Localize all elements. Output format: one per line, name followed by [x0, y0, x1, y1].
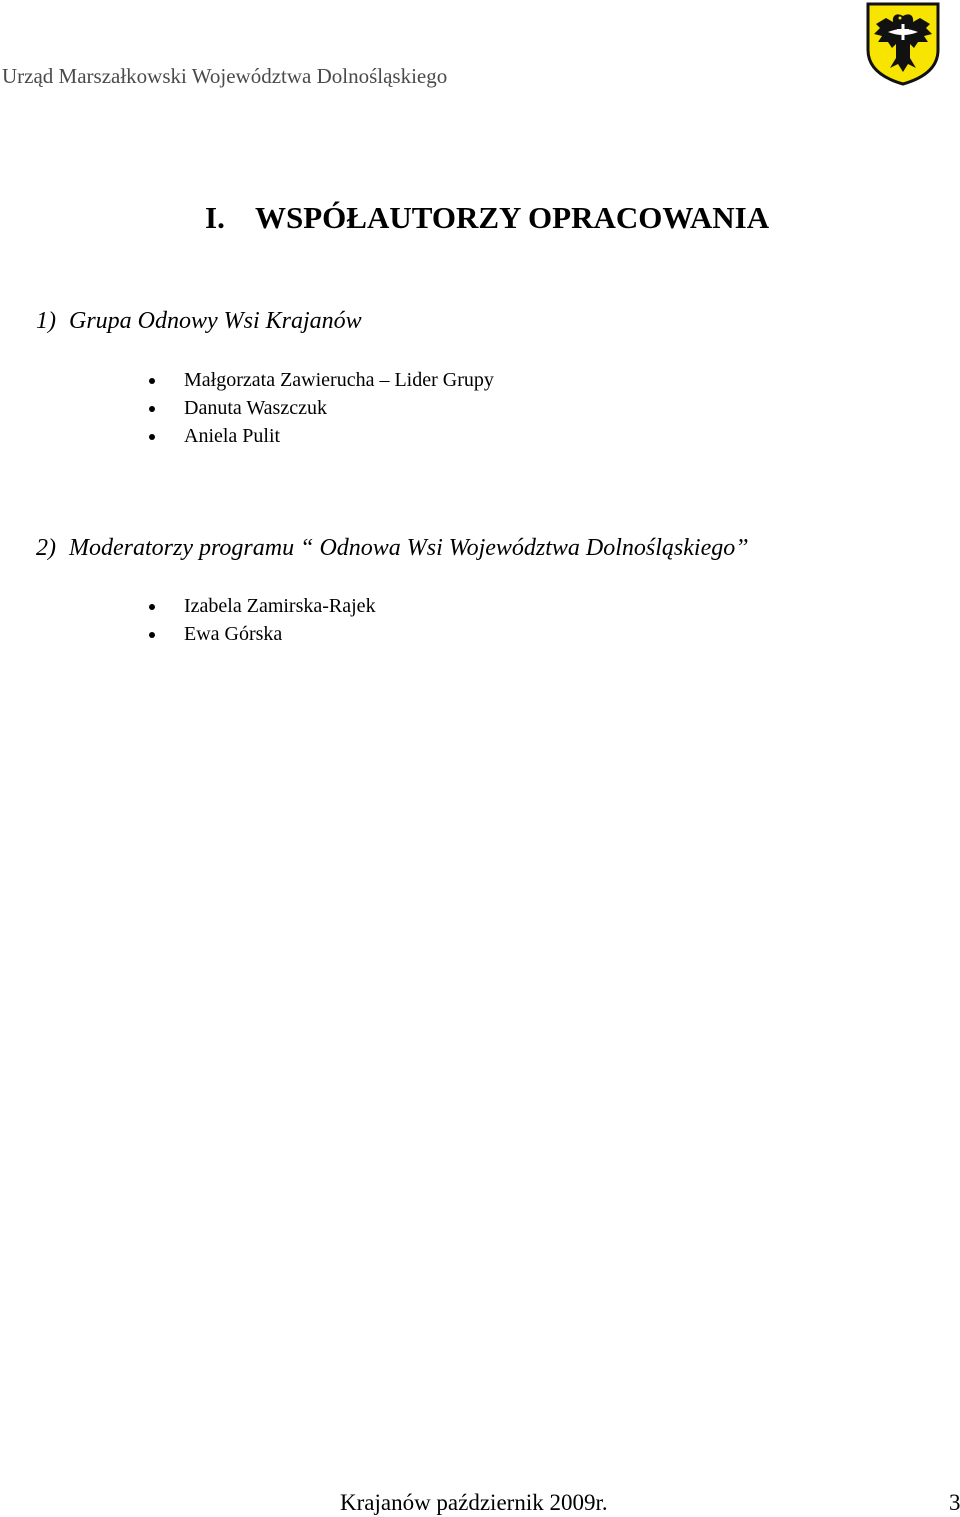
list-item: Aniela Pulit	[148, 422, 494, 450]
moderators-list	[148, 592, 376, 648]
title-text: WSPÓŁAUTORZY OPRACOWANIA	[255, 200, 770, 235]
page-number: 3	[949, 1490, 960, 1515]
section-title: Moderatorzy programu “ Odnowa Wsi Województwa Dolnośląskiego”	[69, 535, 749, 561]
document-title	[205, 200, 769, 236]
list-item: Danuta Waszczuk	[148, 394, 494, 422]
list-item: Izabela Zamirska-Rajek	[148, 592, 376, 620]
section-number: 1)	[36, 308, 56, 334]
list-item: Ewa Górska	[148, 620, 376, 648]
section-number: 2)	[36, 535, 56, 561]
header-org-name: Urząd Marszałkowski Województwa Dolnośląskiego	[2, 64, 448, 88]
group-members-list	[148, 366, 494, 450]
footer-text: Krajanów październik 2009r.	[340, 1490, 608, 1515]
section-title: Grupa Odnowy Wsi Krajanów	[69, 308, 362, 334]
title-number: I.	[205, 200, 225, 235]
section-heading-moderators	[36, 535, 749, 562]
list-item: Małgorzata Zawierucha – Lider Grupy	[148, 366, 494, 394]
section-heading-group	[36, 308, 362, 335]
coat-of-arms-icon	[866, 2, 940, 86]
